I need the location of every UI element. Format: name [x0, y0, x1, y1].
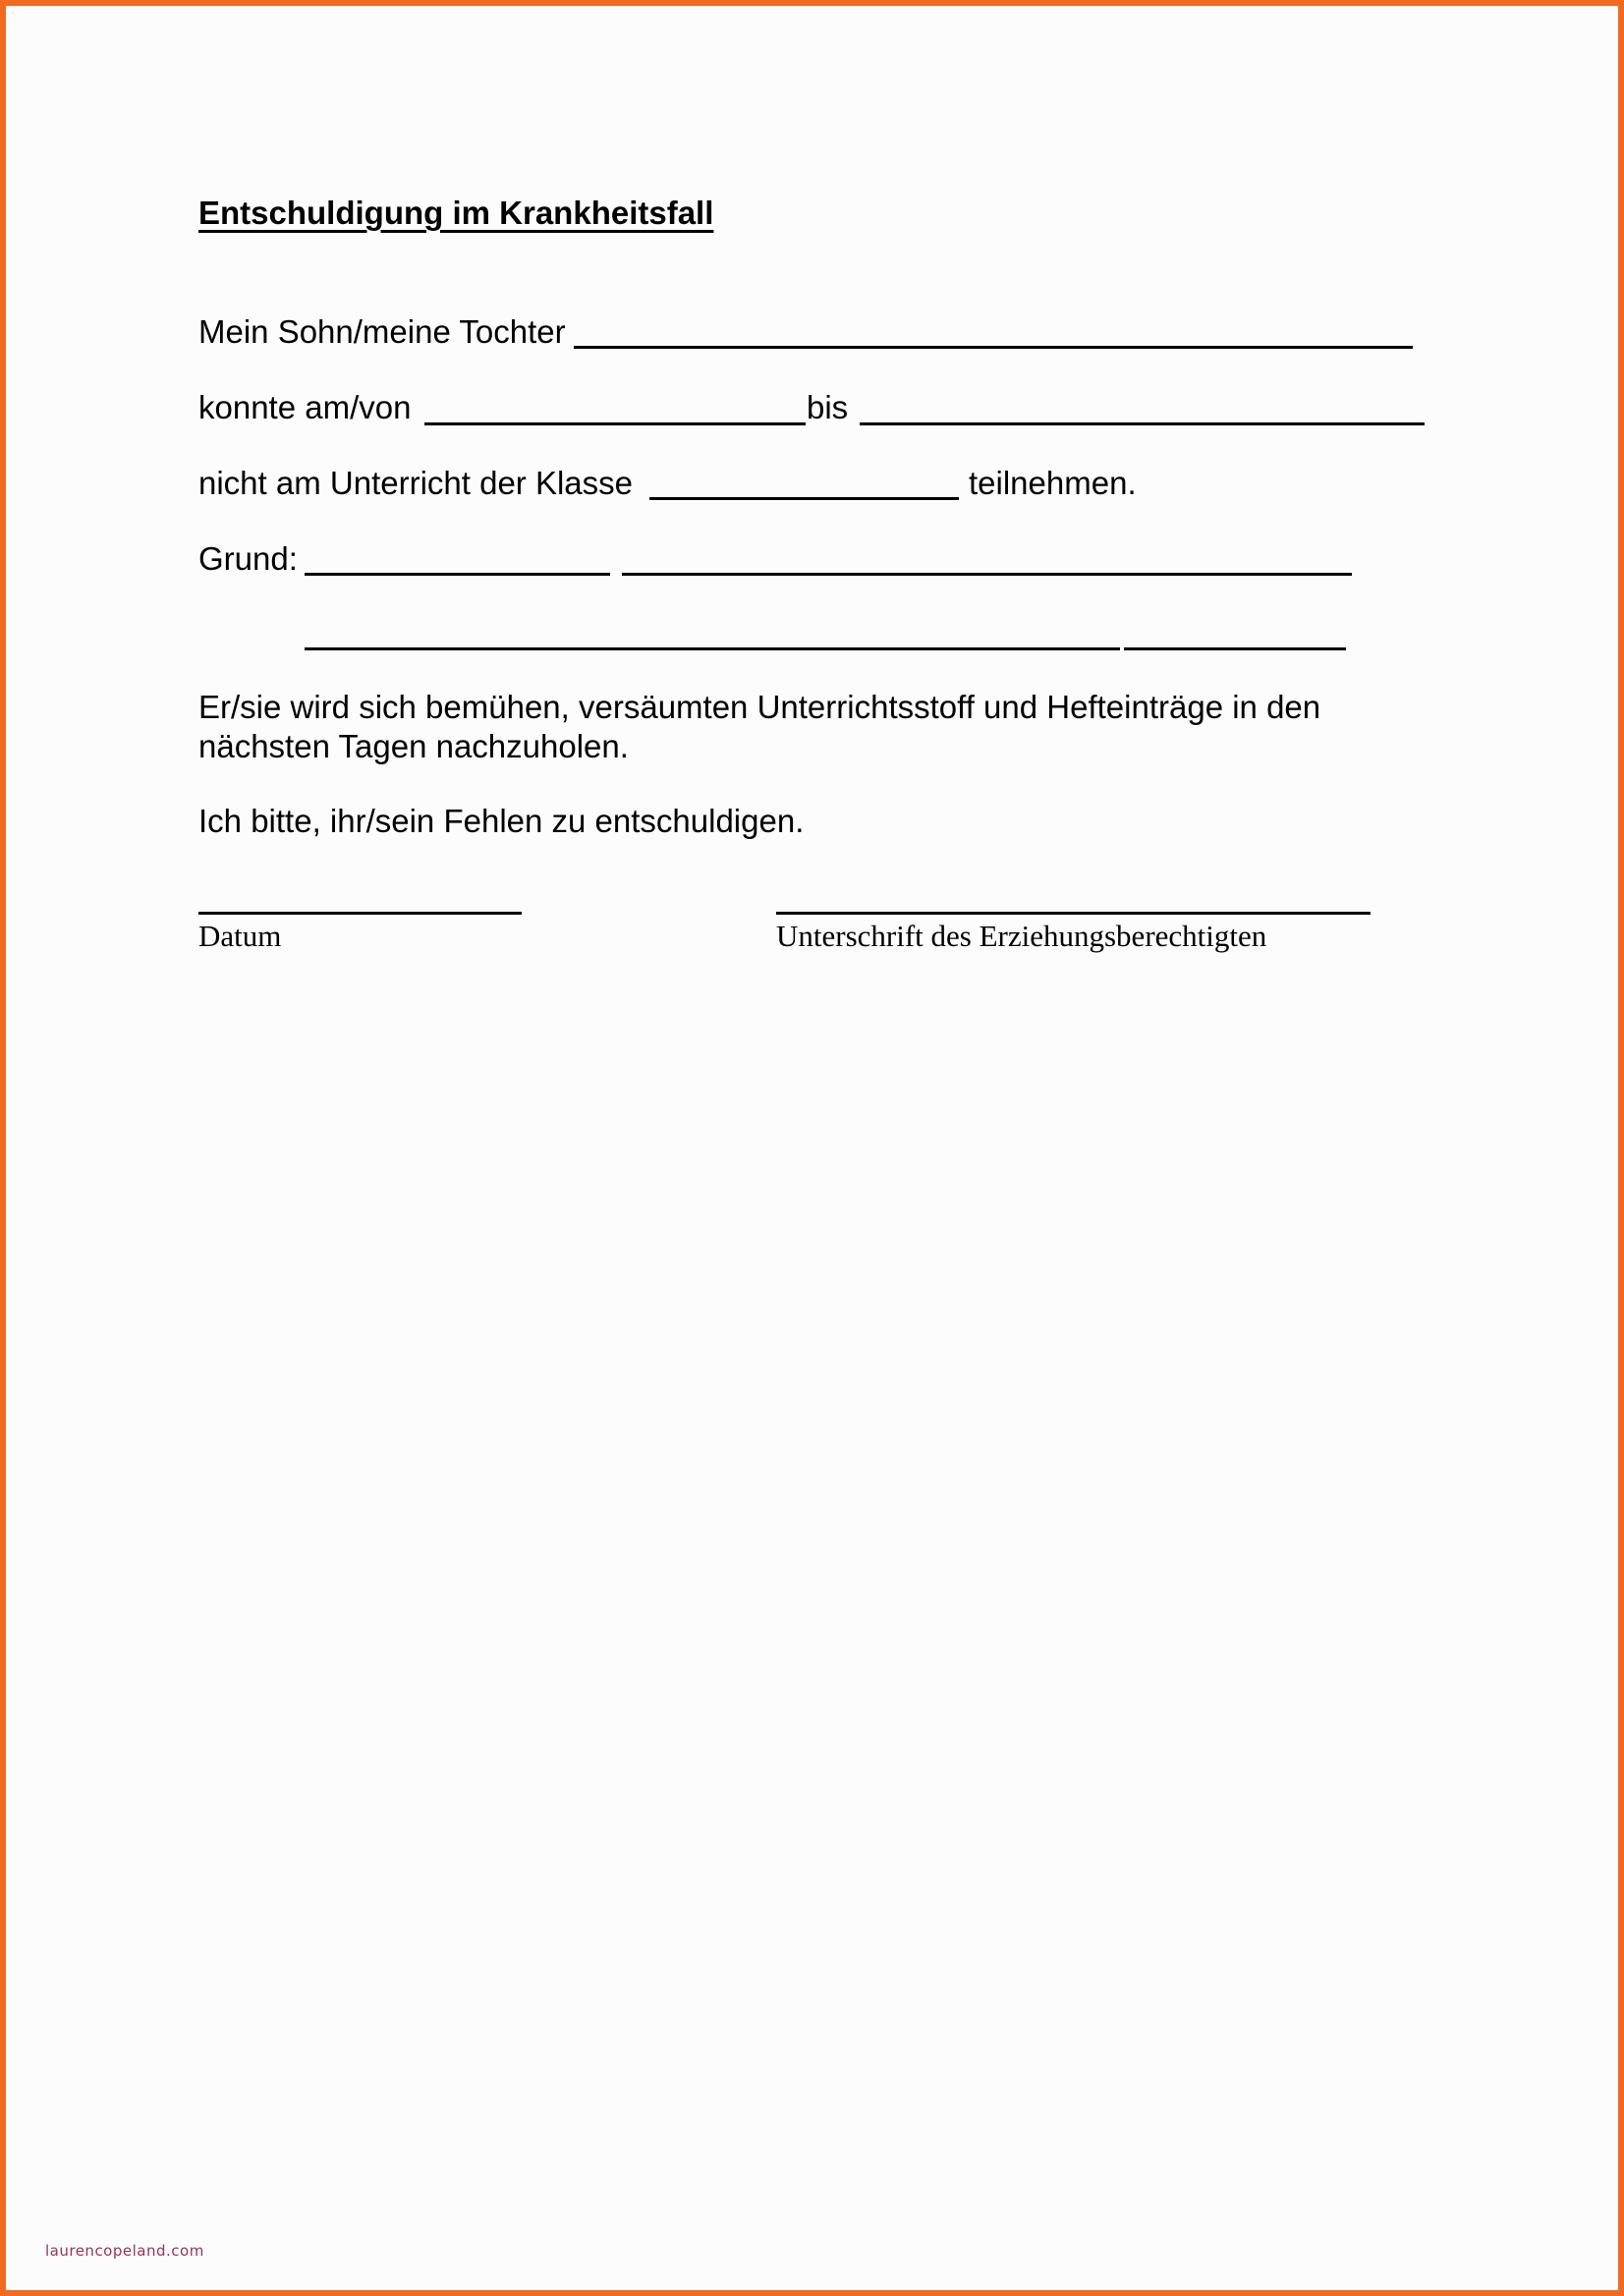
to-date-blank[interactable]: [860, 422, 1425, 425]
reason-blank-3[interactable]: [305, 647, 1120, 650]
child-label: Mein Sohn/meine Tochter: [198, 313, 566, 350]
reason-blank-2[interactable]: [622, 573, 1352, 576]
watermark-text: laurencopeland.com: [45, 2242, 204, 2260]
date-signature-line[interactable]: [198, 912, 522, 915]
participate-label: teilnehmen.: [969, 465, 1137, 501]
to-date-label: bis: [807, 389, 849, 425]
class-label: nicht am Unterricht der Klasse: [198, 465, 634, 501]
signature-label: Unterschrift des Erziehungsberechtigten: [776, 919, 1267, 953]
class-blank[interactable]: [649, 497, 959, 500]
date-label: Datum: [198, 919, 282, 953]
catch-up-paragraph: Er/sie wird sich bemühen, versäumten Unterrichtsstoff und Hefteinträge in den nächsten Tagen nachzuholen.: [198, 689, 1321, 764]
from-date-blank[interactable]: [424, 422, 806, 425]
reason-blank-1[interactable]: [305, 573, 610, 576]
from-date-label: konnte am/von: [198, 389, 412, 425]
reason-label: Grund:: [198, 540, 298, 577]
excuse-request-paragraph: Ich bitte, ihr/sein Fehlen zu entschuldigen.: [198, 803, 805, 839]
guardian-signature-line[interactable]: [776, 912, 1371, 915]
reason-blank-4[interactable]: [1124, 647, 1346, 650]
child-name-blank[interactable]: [574, 346, 1413, 349]
document-title: Entschuldigung im Krankheitsfall: [198, 195, 714, 231]
document-page: [6, 6, 1618, 2290]
